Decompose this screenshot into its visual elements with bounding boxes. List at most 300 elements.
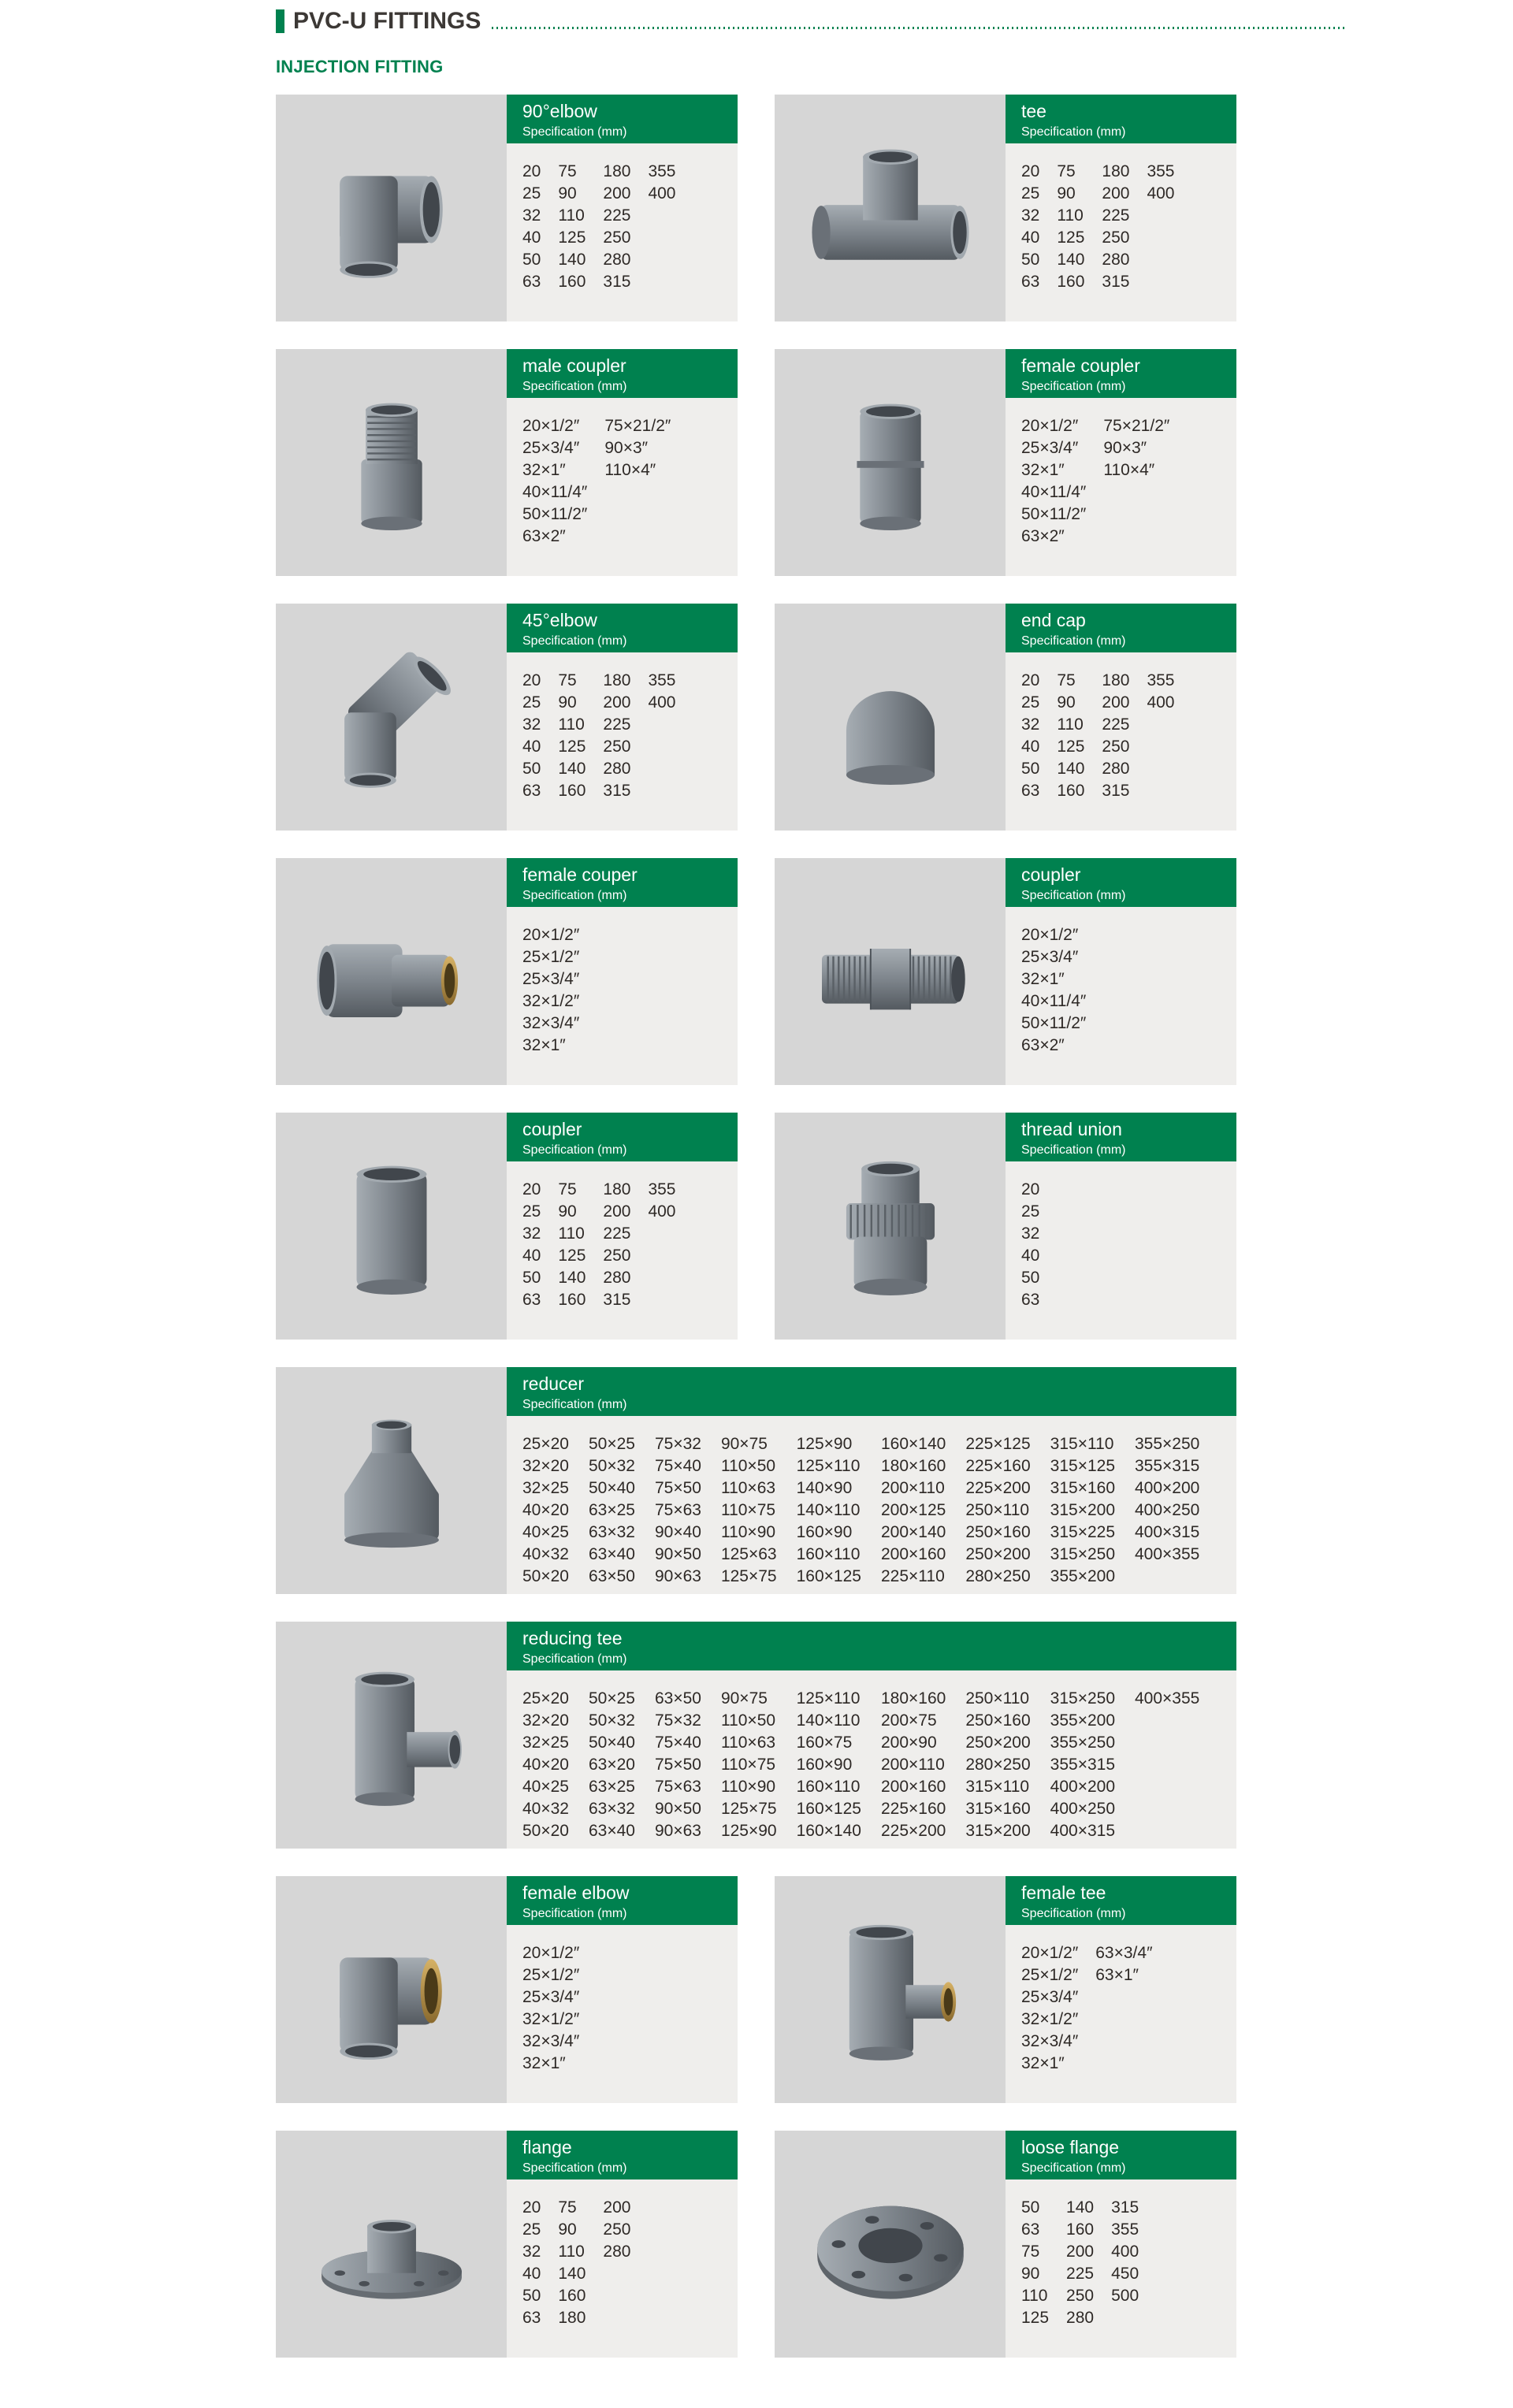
spec-value: 75×32 xyxy=(654,1435,701,1453)
spec-value: 125×110 xyxy=(796,1457,861,1475)
spec-value: 400×315 xyxy=(1135,1523,1200,1541)
spec-column xyxy=(558,1179,585,1340)
spec-value: 40 xyxy=(522,1247,541,1265)
spec-column xyxy=(1021,415,1086,576)
product-name: female coupler xyxy=(1021,355,1140,376)
spec-panel xyxy=(507,1622,1236,1849)
product-photo xyxy=(276,2131,507,2358)
spec-value: 25×3/4″ xyxy=(522,970,580,988)
spec-value: 250 xyxy=(603,2220,631,2239)
spec-value: 20 xyxy=(522,162,541,180)
spec-value: 355 xyxy=(1111,2220,1139,2239)
spec-value: 250 xyxy=(1102,738,1130,756)
title-bar xyxy=(276,8,1344,35)
spec-value: 110 xyxy=(558,206,585,225)
spec-value: 110 xyxy=(558,715,585,734)
spec-value: 160×90 xyxy=(796,1756,853,1774)
spec-value: 90×63 xyxy=(654,1822,701,1840)
spec-value: 500 xyxy=(1111,2287,1139,2305)
spec-value: 40×25 xyxy=(522,1523,569,1541)
spec-column xyxy=(721,1433,777,1594)
spec-value: 20×1/2″ xyxy=(522,1944,580,1962)
spec-value: 63 xyxy=(522,2309,541,2327)
spec-value: 225×200 xyxy=(880,1822,946,1840)
product-card xyxy=(276,1876,738,2103)
spec-value: 50×20 xyxy=(522,1567,569,1585)
spec-column xyxy=(603,1179,630,1340)
spec-value: 50×25 xyxy=(588,1435,635,1453)
product-name: thread union xyxy=(1021,1119,1122,1139)
card-header xyxy=(1006,349,1236,398)
spec-value: 75 xyxy=(558,162,577,180)
spec-column xyxy=(522,1942,579,2103)
spec-column xyxy=(522,924,579,1085)
product-grid xyxy=(276,95,1237,2358)
product-card xyxy=(775,349,1236,576)
spec-label: Specification (mm) xyxy=(522,1398,627,1411)
card-header xyxy=(507,95,738,143)
spec-column xyxy=(721,1688,777,1849)
spec-value: 200×140 xyxy=(880,1523,946,1541)
spec-value: 125 xyxy=(558,1247,586,1265)
spec-value: 32×1″ xyxy=(522,2054,566,2072)
spec-value: 400×250 xyxy=(1135,1501,1200,1519)
spec-value: 63×20 xyxy=(588,1756,635,1774)
spec-value: 20×1/2″ xyxy=(522,417,580,435)
spec-column xyxy=(1102,161,1129,321)
spec-value: 20 xyxy=(522,1180,541,1198)
spec-value: 355×200 xyxy=(1050,1567,1115,1585)
spec-value: 400×355 xyxy=(1135,1689,1200,1708)
spec-value: 90 xyxy=(1057,184,1076,203)
spec-value: 63×2″ xyxy=(1021,527,1065,545)
spec-value: 355×250 xyxy=(1135,1435,1200,1453)
spec-value: 32×20 xyxy=(522,1457,569,1475)
loose-flange-icon xyxy=(799,2167,982,2321)
spec-value: 50 xyxy=(1021,251,1040,269)
spec-panel xyxy=(507,2131,738,2358)
spec-panel xyxy=(1006,604,1236,831)
spec-table xyxy=(507,2179,738,2358)
spec-table xyxy=(1006,652,1236,831)
spec-label: Specification (mm) xyxy=(1021,2161,1126,2175)
spec-value: 50×11/2″ xyxy=(1021,505,1087,523)
spec-column xyxy=(604,415,671,576)
spec-value: 40×32 xyxy=(522,1545,569,1563)
product-name: female elbow xyxy=(522,1882,630,1903)
spec-value: 50×25 xyxy=(588,1689,635,1708)
spec-panel xyxy=(507,349,738,576)
spec-table xyxy=(1006,143,1236,321)
spec-value: 32×1″ xyxy=(522,461,566,479)
spec-value: 75 xyxy=(1057,162,1076,180)
spec-value: 63×50 xyxy=(588,1567,635,1585)
spec-column xyxy=(1111,2197,1139,2358)
spec-value: 140×110 xyxy=(796,1711,861,1730)
spec-value: 63×2″ xyxy=(522,527,566,545)
product-photo xyxy=(276,1113,507,1340)
product-card xyxy=(775,2131,1236,2358)
spec-value: 110 xyxy=(1057,715,1084,734)
spec-value: 225×125 xyxy=(965,1435,1031,1453)
spec-value: 40 xyxy=(522,738,541,756)
spec-value: 125 xyxy=(1057,229,1085,247)
spec-value: 25 xyxy=(522,184,541,203)
spec-value: 40×20 xyxy=(522,1756,569,1774)
spec-value: 160×125 xyxy=(796,1800,861,1818)
spec-value: 250 xyxy=(1066,2287,1095,2305)
spec-value: 315 xyxy=(603,1291,631,1309)
spec-value: 160 xyxy=(1057,273,1085,291)
spec-column xyxy=(1147,670,1174,831)
spec-value: 355×315 xyxy=(1050,1756,1115,1774)
card-header xyxy=(507,1622,1236,1670)
card-header xyxy=(507,1876,738,1925)
spec-value: 25×1/2″ xyxy=(522,1966,580,1984)
spec-value: 63 xyxy=(1021,2220,1040,2239)
spec-value: 180×160 xyxy=(880,1689,946,1708)
spec-value: 50 xyxy=(522,2287,541,2305)
spec-column xyxy=(522,2197,541,2358)
spec-value: 25 xyxy=(1021,184,1040,203)
product-card xyxy=(276,349,738,576)
spec-column xyxy=(1057,161,1084,321)
spec-value: 75 xyxy=(1057,671,1076,689)
spec-column xyxy=(522,1688,569,1849)
spec-table xyxy=(507,143,738,321)
spec-table xyxy=(507,652,738,831)
spec-column xyxy=(522,161,541,321)
spec-value: 90 xyxy=(558,1202,577,1221)
spec-value: 110 xyxy=(558,2243,585,2261)
spec-value: 400×250 xyxy=(1050,1800,1115,1818)
spec-value: 63×40 xyxy=(588,1545,635,1563)
spec-value: 140 xyxy=(558,1269,586,1287)
spec-value: 225 xyxy=(603,715,631,734)
spec-value: 315×250 xyxy=(1050,1689,1115,1708)
spec-value: 40×32 xyxy=(522,1800,569,1818)
spec-column xyxy=(797,1688,861,1849)
elbow-45-icon xyxy=(300,640,483,794)
product-card xyxy=(775,1876,1236,2103)
spec-value: 50 xyxy=(1021,760,1040,778)
elbow-90-icon xyxy=(300,131,483,285)
product-photo xyxy=(775,1113,1006,1340)
spec-value: 400×200 xyxy=(1135,1479,1200,1497)
spec-value: 160 xyxy=(1057,782,1085,800)
spec-value: 250×110 xyxy=(965,1501,1030,1519)
spec-value: 25×3/4″ xyxy=(522,1988,580,2006)
spec-column xyxy=(655,1688,701,1849)
spec-value: 125 xyxy=(1057,738,1085,756)
spec-value: 400×355 xyxy=(1135,1545,1200,1563)
spec-panel xyxy=(1006,1113,1236,1340)
product-card xyxy=(276,95,738,321)
spec-panel xyxy=(507,95,738,321)
spec-value: 40×11/4″ xyxy=(1021,992,1087,1010)
spec-value: 200 xyxy=(603,184,631,203)
spec-value: 90×63 xyxy=(654,1567,701,1585)
spec-value: 75×21/2″ xyxy=(604,417,671,435)
product-photo xyxy=(775,604,1006,831)
spec-value: 90×3″ xyxy=(1103,439,1147,457)
spec-value: 25 xyxy=(522,1202,541,1221)
spec-value: 355 xyxy=(1147,162,1175,180)
spec-value: 200×110 xyxy=(880,1479,945,1497)
spec-value: 75 xyxy=(558,671,577,689)
spec-value: 32×3/4″ xyxy=(522,2032,580,2050)
content-column xyxy=(276,0,1237,2358)
spec-value: 315 xyxy=(1102,782,1130,800)
spec-label: Specification (mm) xyxy=(1021,1143,1126,1157)
spec-value: 180 xyxy=(1102,671,1130,689)
spec-value: 125×75 xyxy=(720,1567,777,1585)
spec-value: 355×200 xyxy=(1050,1711,1115,1730)
spec-value: 63×50 xyxy=(654,1689,701,1708)
spec-value: 160×110 xyxy=(796,1778,861,1796)
spec-value: 63×25 xyxy=(588,1778,635,1796)
spec-value: 225 xyxy=(603,1224,631,1243)
spec-panel xyxy=(1006,95,1236,321)
spec-value: 355 xyxy=(648,1180,676,1198)
spec-value: 50×40 xyxy=(588,1479,635,1497)
spec-value: 140 xyxy=(1057,760,1085,778)
spec-value: 63×40 xyxy=(588,1822,635,1840)
spec-value: 63 xyxy=(522,782,541,800)
spec-label: Specification (mm) xyxy=(522,634,627,648)
spec-column xyxy=(1057,670,1084,831)
spec-value: 63×2″ xyxy=(1021,1036,1065,1054)
spec-table xyxy=(1006,1161,1236,1340)
spec-value: 250×160 xyxy=(965,1523,1031,1541)
spec-panel xyxy=(1006,349,1236,576)
spec-value: 315 xyxy=(603,273,631,291)
product-name: female tee xyxy=(1021,1882,1106,1903)
spec-value: 250 xyxy=(603,229,631,247)
spec-value: 355×315 xyxy=(1135,1457,1200,1475)
dotted-divider xyxy=(492,27,1344,29)
spec-table xyxy=(1006,398,1236,576)
spec-value: 40 xyxy=(1021,1247,1040,1265)
spec-value: 400×315 xyxy=(1050,1822,1115,1840)
spec-value: 355 xyxy=(1147,671,1175,689)
spec-value: 75 xyxy=(1021,2243,1040,2261)
product-card xyxy=(775,1113,1236,1340)
spec-table xyxy=(507,398,738,576)
spec-column xyxy=(1021,1942,1078,2103)
threaded-nipple-icon xyxy=(799,894,982,1049)
spec-value: 40×20 xyxy=(522,1501,569,1519)
spec-value: 90×40 xyxy=(654,1523,701,1541)
spec-value: 315 xyxy=(1102,273,1130,291)
product-name: reducer xyxy=(522,1373,584,1394)
spec-value: 250 xyxy=(603,1247,631,1265)
product-card xyxy=(276,1367,1236,1594)
spec-value: 110 xyxy=(1021,2287,1048,2305)
spec-column xyxy=(558,161,585,321)
spec-label: Specification (mm) xyxy=(1021,380,1126,393)
product-photo xyxy=(775,1876,1006,2103)
spec-panel xyxy=(507,858,738,1085)
spec-value: 400 xyxy=(1147,184,1175,203)
spec-value: 32×1″ xyxy=(1021,461,1065,479)
title-accent-bar xyxy=(276,9,284,33)
spec-value: 180 xyxy=(603,162,631,180)
spec-value: 280×250 xyxy=(965,1756,1031,1774)
spec-value: 180 xyxy=(603,671,631,689)
spec-table xyxy=(507,1925,738,2103)
spec-value: 25×20 xyxy=(522,1689,569,1708)
spec-value: 225×160 xyxy=(965,1457,1031,1475)
spec-value: 25 xyxy=(522,2220,541,2239)
spec-column xyxy=(881,1433,946,1594)
spec-value: 400 xyxy=(1147,693,1175,712)
spec-column xyxy=(881,1688,946,1849)
spec-value: 32×1″ xyxy=(1021,2054,1065,2072)
spec-value: 20 xyxy=(1021,162,1040,180)
spec-value: 355×250 xyxy=(1050,1734,1115,1752)
spec-value: 280 xyxy=(603,1269,631,1287)
spec-value: 50×40 xyxy=(588,1734,635,1752)
spec-value: 180×160 xyxy=(880,1457,946,1475)
female-coupler-icon xyxy=(799,385,982,540)
end-cap-icon xyxy=(799,640,982,794)
spec-value: 250×160 xyxy=(965,1711,1031,1730)
spec-value: 50×20 xyxy=(522,1822,569,1840)
spec-value: 140×110 xyxy=(796,1501,861,1519)
spec-column xyxy=(1135,1688,1199,1849)
spec-value: 63 xyxy=(1021,273,1040,291)
spec-value: 32×1/2″ xyxy=(522,2010,580,2028)
spec-value: 160×75 xyxy=(796,1734,853,1752)
product-card xyxy=(276,604,738,831)
product-name: 90°elbow xyxy=(522,101,597,121)
spec-value: 90 xyxy=(1057,693,1076,712)
spec-column xyxy=(1050,1688,1115,1849)
spec-value: 450 xyxy=(1111,2265,1139,2283)
spec-value: 20 xyxy=(522,2198,541,2217)
spec-column xyxy=(648,670,675,831)
spec-value: 280×250 xyxy=(965,1567,1031,1585)
spec-column xyxy=(558,670,585,831)
spec-value: 225 xyxy=(1066,2265,1095,2283)
spec-value: 250×110 xyxy=(965,1689,1030,1708)
spec-value: 63×32 xyxy=(588,1800,635,1818)
spec-column xyxy=(589,1688,635,1849)
spec-value: 160 xyxy=(558,1291,586,1309)
spec-label: Specification (mm) xyxy=(1021,1907,1126,1920)
product-photo xyxy=(276,604,507,831)
spec-value: 180 xyxy=(1102,162,1130,180)
spec-column xyxy=(1021,161,1039,321)
product-card xyxy=(276,2131,738,2358)
spec-value: 90 xyxy=(558,693,577,712)
spec-column xyxy=(1021,1179,1039,1340)
card-header xyxy=(507,604,738,652)
spec-value: 250 xyxy=(603,738,631,756)
spec-value: 225 xyxy=(1102,206,1130,225)
spec-value: 315×225 xyxy=(1050,1523,1115,1541)
spec-label: Specification (mm) xyxy=(522,2161,627,2175)
thread-union-icon xyxy=(799,1149,982,1303)
spec-column xyxy=(1135,1433,1199,1594)
spec-value: 200×125 xyxy=(880,1501,946,1519)
male-coupler-icon xyxy=(300,385,483,540)
spec-value: 90×75 xyxy=(720,1689,768,1708)
spec-value: 400 xyxy=(648,693,676,712)
spec-value: 180 xyxy=(603,1180,631,1198)
spec-value: 40 xyxy=(1021,738,1040,756)
spec-value: 200 xyxy=(1066,2243,1095,2261)
spec-value: 110×4″ xyxy=(1103,461,1155,479)
spec-value: 75×50 xyxy=(654,1756,701,1774)
spec-panel xyxy=(1006,2131,1236,2358)
product-name: female couper xyxy=(522,864,638,885)
spec-value: 32×1/2″ xyxy=(1021,2010,1079,2028)
reducer-icon xyxy=(300,1403,483,1558)
spec-value: 315×200 xyxy=(1050,1501,1115,1519)
card-header xyxy=(1006,858,1236,907)
spec-column xyxy=(522,415,587,576)
spec-column xyxy=(603,161,630,321)
spec-value: 32 xyxy=(1021,1224,1040,1243)
spec-label: Specification (mm) xyxy=(1021,125,1126,139)
spec-value: 200 xyxy=(603,693,631,712)
spec-label: Specification (mm) xyxy=(522,1143,627,1157)
spec-value: 40 xyxy=(522,229,541,247)
spec-value: 110×50 xyxy=(720,1457,776,1475)
spec-column xyxy=(655,1433,701,1594)
spec-value: 32 xyxy=(522,1224,541,1243)
spec-value: 75×40 xyxy=(654,1457,701,1475)
card-header xyxy=(1006,1113,1236,1161)
spec-value: 50 xyxy=(522,251,541,269)
page-title: PVC-U FITTINGS xyxy=(293,8,481,34)
spec-value: 125×110 xyxy=(796,1689,861,1708)
spec-value: 32×20 xyxy=(522,1711,569,1730)
spec-value: 110×4″ xyxy=(604,461,656,479)
spec-value: 200×90 xyxy=(880,1734,937,1752)
spec-value: 90 xyxy=(558,2220,577,2239)
spec-value: 75×32 xyxy=(654,1711,701,1730)
spec-value: 25 xyxy=(1021,693,1040,712)
spec-value: 50×32 xyxy=(588,1711,635,1730)
spec-value: 20 xyxy=(1021,1180,1040,1198)
spec-value: 225×110 xyxy=(880,1567,945,1585)
product-card xyxy=(775,604,1236,831)
card-header xyxy=(507,1367,1236,1416)
spec-value: 160×140 xyxy=(880,1435,946,1453)
spec-value: 110×75 xyxy=(720,1501,776,1519)
spec-value: 32×1″ xyxy=(522,1036,566,1054)
spec-column xyxy=(603,2197,630,2358)
spec-value: 25×1/2″ xyxy=(522,948,580,966)
spec-value: 20×1/2″ xyxy=(1021,1944,1079,1962)
spec-value: 90 xyxy=(558,184,577,203)
spec-value: 50 xyxy=(1021,1269,1040,1287)
spec-column xyxy=(603,670,630,831)
spec-value: 75×63 xyxy=(654,1778,701,1796)
spec-value: 25×20 xyxy=(522,1435,569,1453)
spec-value: 125×90 xyxy=(796,1435,853,1453)
spec-table xyxy=(1006,1925,1236,2103)
spec-value: 140 xyxy=(1066,2198,1095,2217)
product-name: 45°elbow xyxy=(522,610,597,630)
spec-value: 40 xyxy=(1021,229,1040,247)
spec-value: 25×3/4″ xyxy=(1021,439,1079,457)
female-tee-icon xyxy=(799,1912,982,2067)
spec-label: Specification (mm) xyxy=(522,889,627,902)
